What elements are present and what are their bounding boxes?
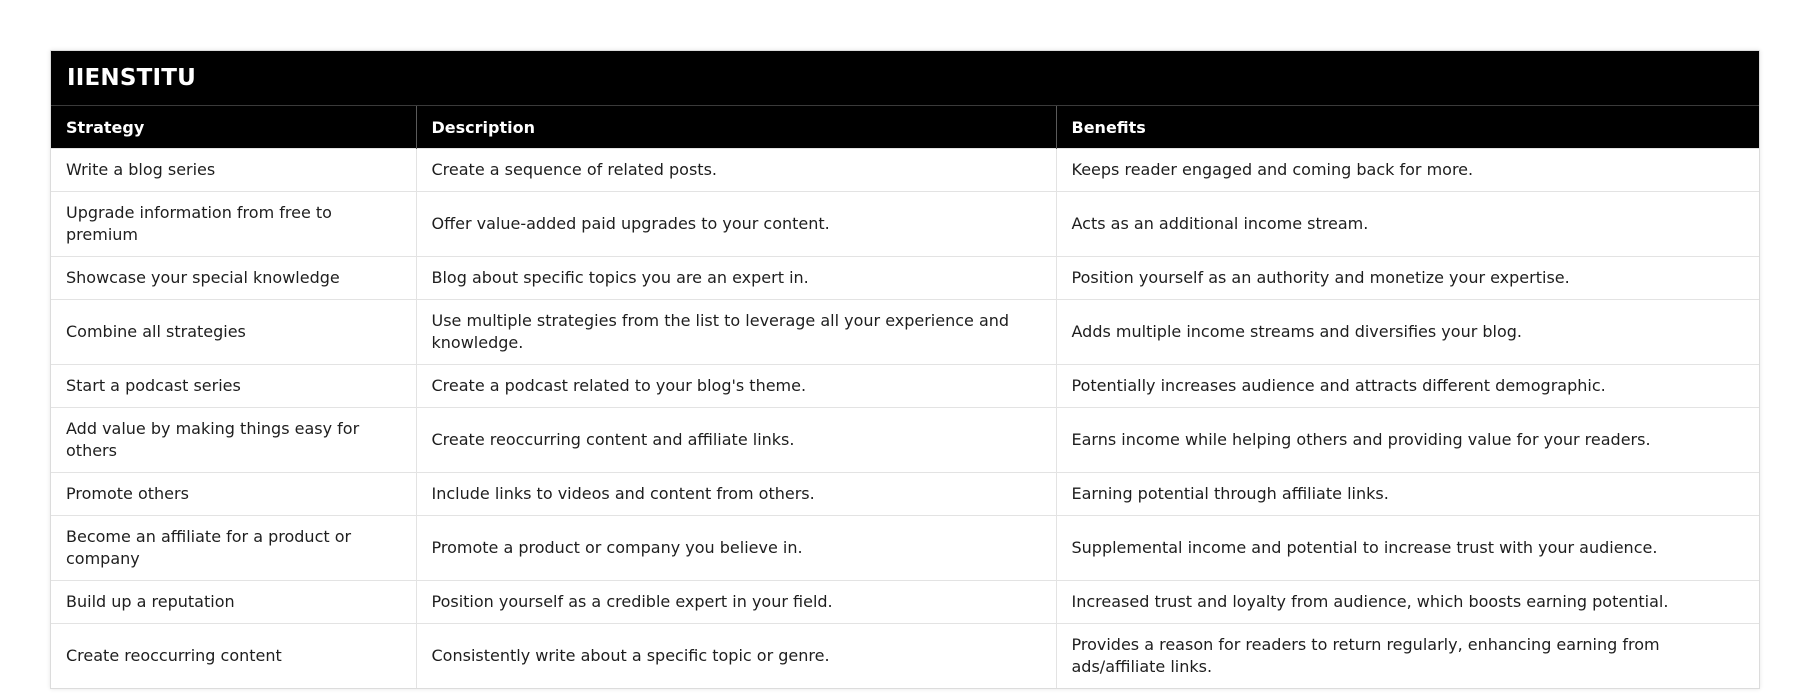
- brand-title: IIENSTITU: [67, 65, 197, 91]
- cell-description: Promote a product or company you believe in.: [416, 516, 1056, 581]
- cell-benefits: Provides a reason for readers to return regularly, enhancing earning from ads/affiliate links.: [1056, 624, 1759, 689]
- strategy-table-card: [50, 50, 1760, 689]
- cell-benefits: Increased trust and loyalty from audience, which boosts earning potential.: [1056, 581, 1759, 624]
- header-row: [51, 106, 1759, 149]
- cell-description: Include links to videos and content from others.: [416, 473, 1056, 516]
- cell-description: Offer value-added paid upgrades to your content.: [416, 192, 1056, 257]
- column-header-benefits: Benefits: [1056, 106, 1759, 149]
- cell-strategy: Add value by making things easy for others: [51, 408, 416, 473]
- cell-description: Blog about specific topics you are an expert in.: [416, 257, 1056, 300]
- cell-benefits: Acts as an additional income stream.: [1056, 192, 1759, 257]
- cell-description: Create a podcast related to your blog's theme.: [416, 365, 1056, 408]
- cell-benefits: Earns income while helping others and providing value for your readers.: [1056, 408, 1759, 473]
- cell-description: Position yourself as a credible expert in your field.: [416, 581, 1056, 624]
- table-row: [51, 365, 1759, 408]
- table-row: [51, 300, 1759, 365]
- table-body: [51, 149, 1759, 689]
- cell-description: Consistently write about a specific topic or genre.: [416, 624, 1056, 689]
- cell-strategy: Showcase your special knowledge: [51, 257, 416, 300]
- cell-benefits: Potentially increases audience and attracts different demographic.: [1056, 365, 1759, 408]
- table-row: [51, 408, 1759, 473]
- cell-strategy: Start a podcast series: [51, 365, 416, 408]
- strategy-table: [51, 106, 1759, 688]
- table-row: [51, 192, 1759, 257]
- column-header-description: Description: [416, 106, 1056, 149]
- cell-strategy: Write a blog series: [51, 149, 416, 192]
- cell-strategy: Combine all strategies: [51, 300, 416, 365]
- table-row: [51, 149, 1759, 192]
- cell-benefits: Supplemental income and potential to increase trust with your audience.: [1056, 516, 1759, 581]
- cell-benefits: Adds multiple income streams and diversifies your blog.: [1056, 300, 1759, 365]
- cell-benefits: Position yourself as an authority and monetize your expertise.: [1056, 257, 1759, 300]
- column-header-strategy: Strategy: [51, 106, 416, 149]
- cell-benefits: Earning potential through affiliate links.: [1056, 473, 1759, 516]
- cell-strategy: Build up a reputation: [51, 581, 416, 624]
- table-row: [51, 257, 1759, 300]
- cell-description: Create reoccurring content and affiliate links.: [416, 408, 1056, 473]
- table-row: [51, 624, 1759, 689]
- cell-strategy: Upgrade information from free to premium: [51, 192, 416, 257]
- brand-header: [51, 51, 1759, 106]
- table-row: [51, 473, 1759, 516]
- cell-description: Use multiple strategies from the list to leverage all your experience and knowledge.: [416, 300, 1056, 365]
- table-row: [51, 516, 1759, 581]
- cell-strategy: Create reoccurring content: [51, 624, 416, 689]
- cell-strategy: Become an affiliate for a product or company: [51, 516, 416, 581]
- cell-description: Create a sequence of related posts.: [416, 149, 1056, 192]
- cell-strategy: Promote others: [51, 473, 416, 516]
- table-row: [51, 581, 1759, 624]
- cell-benefits: Keeps reader engaged and coming back for more.: [1056, 149, 1759, 192]
- table-header: [51, 106, 1759, 149]
